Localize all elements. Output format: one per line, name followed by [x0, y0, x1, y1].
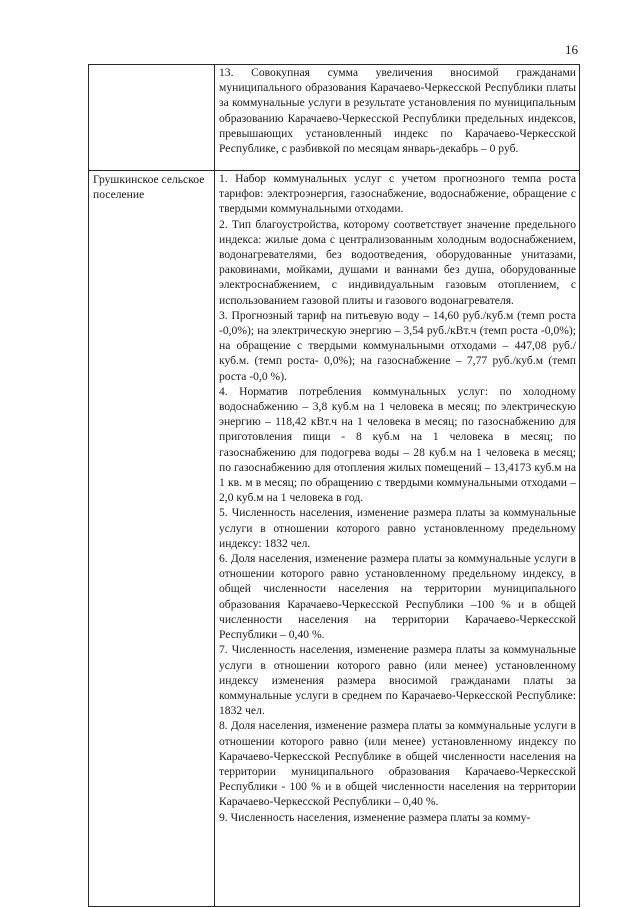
indicator-paragraph: 4. Норматив потребления коммунальных услуг: по холодному водоснабжению – 3,8 куб.м на 1 человека в месяц; по электрическую энергию – 118,42 кВт.ч на 1 человека в месяц; по газоснабжению для приготовления пищи - 8 куб.м на 1 человека в месяц; по газоснабжению для подогрева воды – 28 куб.м на 1 человека в месяц; по газоснабжению для отопления жилых помещений – 13,4173 куб.м на 1 кв. м в месяц; по обращению с твердыми коммунальными отходами – 2,0 куб.м на 1 человека в год.: [219, 384, 576, 505]
indicator-paragraph: 9. Численность населения, изменение размера платы за комму-: [219, 810, 531, 824]
page-number: 16: [565, 42, 578, 57]
indicator-paragraph: 3. Прогнозный тариф на питьевую воду – 14,60 руб./куб.м (темп роста -0,0%); на электрическую энергию – 3,54 руб./кВт.ч (темп роста -0,0%); на обращение с твердыми коммунальными отходами – 447,08 руб./куб.м. (темп роста- 0,0%); на газоснабжение – 7,77 руб./куб.м (темп роста -0,0 %).: [219, 308, 576, 383]
indicator-paragraph: 8. Доля населения, изменение размера платы за коммунальные услуги в отношении которого равно (или менее) установленному индексу по Карачаево-Черкесской Республике в общей численности населения на территории муниципального образования Карачаево-Черкесской Республики - 100 % и в общей численности населения на территории Карачаево-Черкесской Республики – 0,40 %.: [219, 719, 576, 809]
indicators-cell: [215, 65, 580, 171]
indicator-paragraph: 7. Численность населения, изменение размера платы за коммунальные услуги в отношении которого равно (или менее) установленному индексу изменения размера вносимой гражданами платы за коммунальные услуги в среднем по Карачаево-Черкесской Республике: 1832 чел.: [219, 643, 576, 718]
indicator-paragraph: 2. Тип благоустройства, которому соответствует значение предельного индекса: жилые дома с централизованным холодным водоснабжением, водонагревателями, без водоотведения, оборудованные унитазами, раковинами, мойками, душами и ваннами без душа, оборудованные электроснабжением, с индивидуальным газовым отоплением, с использованием газовой плиты и газового водонагревателя.: [219, 217, 576, 307]
municipality-table: [88, 64, 580, 907]
indicator-paragraph: 1. Набор коммунальных услуг с учетом прогнозного темпа роста тарифов: электроэнергия, газоснабжение, водоснабжение, обращение с твердыми коммунальными отходами.: [219, 172, 576, 216]
municipality-cell: [89, 171, 215, 907]
indicator-paragraph: 6. Доля населения, изменение размера платы за коммунальные услуги в отношении которого равно установленному предельному индексу, в общей численности населения на территории муниципального образования Карачаево-Черкесской Республики –100 % и в общей численности населения на территории Карачаево-Черкесской Республики – 0,40 %.: [219, 552, 576, 642]
indicator-paragraph: 5. Численность населения, изменение размера платы за коммунальные услуги в отношении которого равно установленному предельному индексу: 1832 чел.: [219, 506, 576, 550]
indicators-cell: [215, 171, 580, 907]
indicator-paragraph: 13. Совокупная сумма увеличения вносимой гражданами муниципального образования Карачаево-Черкесской Республики платы за коммунальные услуги в результате установления по муниципальным образованию Карачаево-Черкесской Республики предельных индексов, превышающих установленный индекс по Карачаево-Черкесской Республике, с разбивкой по месяцам январь-декабрь – 0 руб.: [219, 66, 576, 156]
municipality-name: Грушкинское сельское поселение: [93, 173, 205, 202]
table-row: [89, 171, 580, 907]
table-row: [89, 65, 580, 171]
municipality-name: [93, 65, 211, 66]
municipality-cell: [89, 65, 215, 171]
